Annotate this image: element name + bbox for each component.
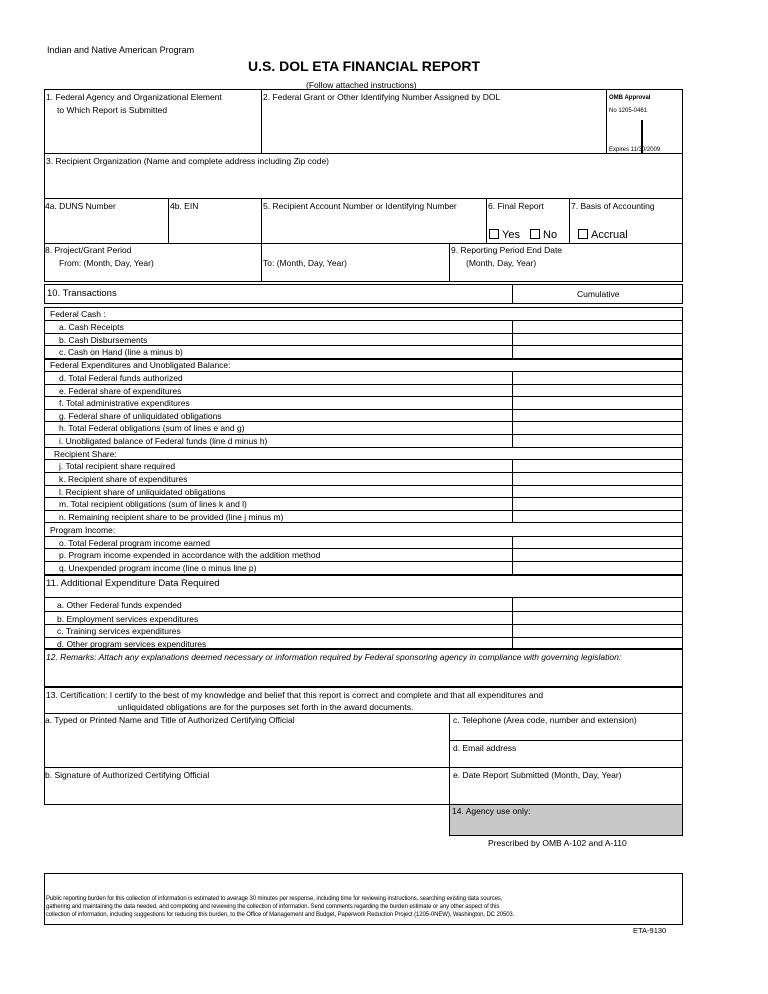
burden-line-1: Public reporting burden for this collection of information is estimated to average 30 minutes per response, including time for reviewing instructions, searching existing data sources, [46,896,503,902]
cumulative-input-c[interactable] [513,346,682,357]
period-end-field[interactable] [450,268,682,281]
field-8-label: 8. Project/Grant Period [45,245,132,255]
additional-row-c: c. Training services expenditures [57,626,181,636]
cumulative-input-i[interactable] [513,435,682,446]
field-5-label: 5. Recipient Account Number or Identifying Number [263,201,457,211]
cert-field-c-label: c. Telephone (Area code, number and extension) [453,715,637,725]
cert-field-e-label: e. Date Report Submitted (Month, Day, Year) [453,770,622,780]
recipient-share-heading: Recipient Share: [54,449,117,459]
additional-row-d: d. Other program services expenditures [57,639,207,649]
row-label-q: q. Unexpended program income (line o minus line p) [59,563,257,573]
row-label-e: e. Federal share of expenditures [59,386,182,396]
cumulative-heading: Cumulative [577,289,620,299]
ein-field[interactable] [169,212,260,242]
federal-cash-heading: Federal Cash : [50,309,106,319]
burden-line-3: collection of information, including suggestions for reducing this burden, to the Office of Management and Budget, Paperwork Reduction Project (1205-0NEW), Washington, DC 20503. [46,912,515,918]
row-label-n: n. Remaining recipient share to be provided (line j minus m) [59,512,284,522]
field-3-label: 3. Recipient Organization (Name and complete address including Zip code) [46,156,330,166]
field-6-label: 6. Final Report [488,201,544,211]
additional-input-d[interactable] [513,638,682,648]
cumulative-input-b[interactable] [513,334,682,344]
omb-number: No 1205-0461 [609,108,648,114]
field-1-label-cont: to Which Report is Submitted [57,105,168,115]
field-4b-label: 4b. EIN [170,201,199,211]
email-field[interactable] [450,754,682,766]
omb-approval: OMB Approval [609,95,651,101]
field-8-to: To: (Month, Day, Year) [263,258,347,268]
burden-line-2: gathering and maintaining the data needed, and completing and reviewing the collection of information. Send comments regarding the burden estimate or any other aspect of this [46,904,500,910]
row-label-m: m. Total recipient obligations (sum of lines k and l) [59,499,247,509]
cumulative-input-k[interactable] [513,473,682,484]
row-label-l: l. Recipient share of unliquidated obligations [59,487,226,497]
cumulative-input-n[interactable] [513,511,682,521]
checkbox-icon [578,229,588,239]
cert-field-a-label: a. Typed or Printed Name and Title of Authorized Certifying Official [45,715,295,725]
program-income-heading: Program Income: [50,525,116,535]
field-7-label: 7. Basis of Accounting [571,201,655,211]
row-label-f: f. Total administrative expenditures [59,398,190,408]
remarks-field[interactable] [45,664,682,686]
cumulative-input-m[interactable] [513,498,682,509]
row-label-c: c. Cash on Hand (line a minus b) [59,347,183,357]
cumulative-input-a[interactable] [513,321,682,332]
additional-row-b: b. Employment services expenditures [57,614,199,624]
period-to-field[interactable] [262,268,448,281]
checkbox-icon [530,229,540,239]
field-8-from: From: (Month, Day, Year) [59,258,154,268]
remarks-label: 12. Remarks: Attach any explanations deemed necessary or information required by Federal sponsoring agency in compliance with governing legislation: [46,652,622,662]
row-label-k: k. Recipient share of expenditures [59,474,188,484]
certifying-official-name-field[interactable] [45,727,448,766]
additional-input-c[interactable] [513,625,682,636]
field-9-label: 9. Reporting Period End Date [451,245,563,255]
row-label-i: i. Unobligated balance of Federal funds (line d minus h) [59,436,268,446]
cumulative-input-g[interactable] [513,410,682,420]
cumulative-input-d[interactable] [513,372,682,383]
accounting-accrual[interactable]: Accrual [578,229,628,241]
field-1-label: 1. Federal Agency and Organizational Element [46,92,222,102]
certification-text-cont: unliquidated obligations are for the purposes set forth in the award documents. [118,702,414,712]
final-report-yes[interactable]: Yes [489,229,520,241]
recipient-account-field[interactable] [262,212,485,242]
cumulative-input-h[interactable] [513,422,682,433]
instructions-note: (Follow attached instructions) [306,80,417,90]
additional-row-a: a. Other Federal funds expended [57,600,182,610]
page-title: U.S. DOL ETA FINANCIAL REPORT [248,58,481,74]
federal-expenditures-heading: Federal Expenditures and Unobligated Balance: [50,360,231,370]
period-from-field[interactable] [45,268,260,281]
final-report-no[interactable]: No [530,229,557,241]
row-label-d: d. Total Federal funds authorized [59,373,183,383]
grant-number-field[interactable] [262,104,605,152]
additional-expenditure-heading: 11. Additional Expenditure Data Required [46,578,220,589]
row-label-b: b. Cash Disbursements [59,335,148,345]
agency-use-label: 14. Agency use only: [452,806,531,816]
field-2-label: 2. Federal Grant or Other Identifying Number Assigned by DOL [263,92,501,102]
cumulative-input-l[interactable] [513,486,682,496]
prescribed-note: Prescribed by OMB A-102 and A-110 [488,838,627,848]
row-label-a: a. Cash Receipts [59,322,124,332]
transactions-heading: 10. Transactions [47,288,117,299]
date-submitted-field[interactable] [450,781,682,804]
cumulative-input-f[interactable] [513,397,682,408]
duns-number-field[interactable] [45,212,167,242]
row-label-p: p. Program income expended in accordance with the addition method [59,550,321,560]
omb-expires: Expires 11/30/2009 [609,147,661,153]
form-number: ETA-9130 [633,926,667,935]
cert-field-b-label: b. Signature of Authorized Certifying Official [45,770,210,780]
cumulative-input-e[interactable] [513,385,682,395]
row-label-h: h. Total Federal obligations (sum of lines e and g) [59,423,245,433]
certification-text: 13. Certification: I certify to the best of my knowledge and belief that this report is correct and complete and that all expenditures and [46,690,544,700]
row-label-o: o. Total Federal program income earned [59,538,211,548]
field-4a-label: 4a. DUNS Number [45,201,116,211]
cert-field-d-label: d. Email address [453,743,517,753]
additional-input-a[interactable] [513,598,682,610]
telephone-field[interactable] [450,727,682,739]
program-name: Indian and Native American Program [47,45,195,55]
cumulative-input-p[interactable] [513,549,682,560]
field-9-sub: (Month, Day, Year) [466,258,537,268]
cumulative-input-j[interactable] [513,460,682,471]
federal-agency-field[interactable] [45,116,260,152]
row-label-j: j. Total recipient share required [59,461,176,471]
certifying-official-signature-field[interactable] [45,781,448,804]
row-label-g: g. Federal share of unliquidated obligations [59,411,222,421]
recipient-organization-field[interactable] [45,168,682,197]
cumulative-input-o[interactable] [513,537,682,547]
additional-input-b[interactable] [513,612,682,623]
cumulative-input-q[interactable] [513,562,682,574]
checkbox-icon [489,229,499,239]
